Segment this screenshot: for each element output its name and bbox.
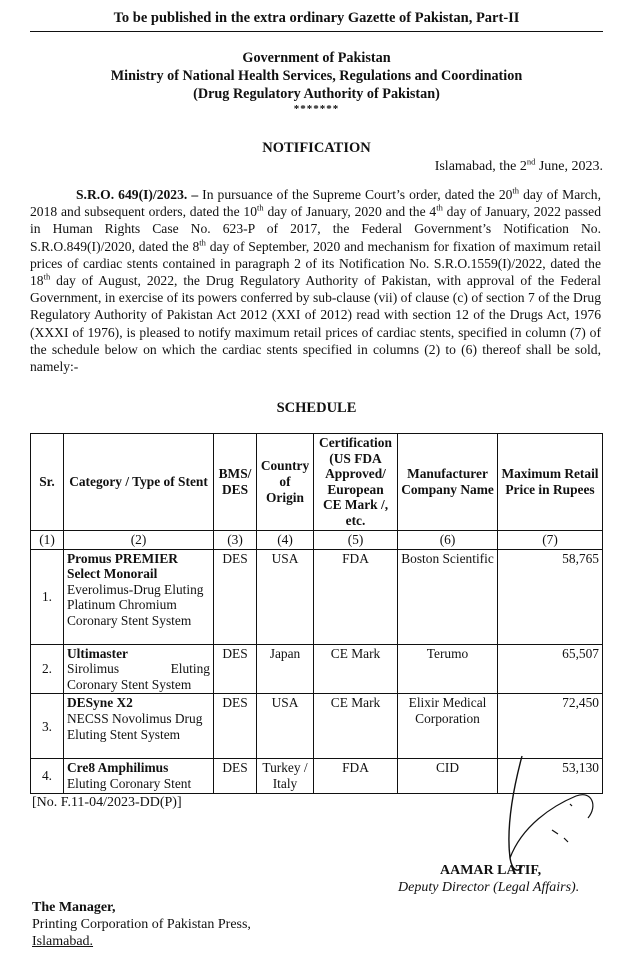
dateline <box>434 156 603 175</box>
row-category <box>64 644 214 694</box>
schedule-title: SCHEDULE <box>276 400 357 416</box>
row-certification: FDA <box>314 759 398 793</box>
stent-description: Everolimus-Drug Eluting Platinum Chromium Coronary Stent System <box>67 581 204 628</box>
body-sup-1: th <box>512 185 520 196</box>
sro-number: S.R.O. 649(I)/2023. – <box>76 187 199 202</box>
header-category: Category / Type of Stent <box>64 434 214 531</box>
row-country: Japan <box>257 644 314 694</box>
schedule-table <box>30 433 603 794</box>
heading-rule <box>30 31 603 32</box>
file-number: [No. F.11-04/2023-DD(P)] <box>32 795 182 810</box>
table-row <box>31 549 603 644</box>
body-part-5: day of September, 2020 and mechanism for fixation of maximum retail prices of cardiac stents contained in paragraph 2 of its Notification No. S.R.O.1559(I)/2022, dated the 18 <box>30 238 601 289</box>
col-number: (5) <box>314 530 398 549</box>
row-price: 58,765 <box>498 549 603 644</box>
header-certification: Certification (US FDA Approved/ European CE Mark /, etc. <box>314 434 398 531</box>
column-number-row <box>31 530 603 549</box>
row-type: DES <box>214 549 257 644</box>
col-number: (4) <box>257 530 314 549</box>
dateline-suffix: June, 2023. <box>535 159 603 174</box>
stent-description-word: Sirolimus <box>67 661 120 677</box>
stent-description: Eluting Coronary Stent <box>67 775 192 791</box>
row-price: 72,450 <box>498 694 603 759</box>
gazette-heading: To be published in the extra ordinary Gazette of Pakistan, Part-II <box>113 10 520 26</box>
row-certification: CE Mark <box>314 644 398 694</box>
row-type: DES <box>214 644 257 694</box>
ministry-line: Ministry of National Health Services, Regulations and Coordination <box>110 68 523 84</box>
stent-description-line <box>67 661 210 677</box>
row-price: 53,130 <box>498 759 603 793</box>
col-number: (7) <box>498 530 603 549</box>
col-number: (3) <box>214 530 257 549</box>
row-sr: 2. <box>31 644 64 694</box>
row-certification: FDA <box>314 549 398 644</box>
row-manufacturer: Elixir Medical Corporation <box>398 694 498 759</box>
body-sup-3: th <box>436 202 443 213</box>
row-manufacturer: Terumo <box>398 644 498 694</box>
notification-title: NOTIFICATION <box>262 140 371 156</box>
col-number: (6) <box>398 530 498 549</box>
body-part-6: day of August, 2022, the Drug Regulatory Authority of Pakistan, with approval of the Federal Government, in exercise of its powers conferred by sub-clause (vii) of clause (c) of section 7 of the Drug Regulatory Authority of Pakistan Act 2012 (XXI of 2012) read with section 12 of the Drugs Act, 1976 (XXXI of 1976), is pleased to notify maximum retail prices of cardiac stents, specified in column (7) of the schedule below on which the cardiac stents specified in columns (2) to (6) thereof shall be sold, namely:- <box>30 273 601 375</box>
body-sup-2: th <box>257 202 264 213</box>
stent-name: Promus PREMIER Select Monorail <box>67 550 178 582</box>
dateline-sup: nd <box>526 156 536 167</box>
signer-name: AAMAR LATIF, <box>440 863 542 878</box>
col-number: (2) <box>64 530 214 549</box>
row-type: DES <box>214 694 257 759</box>
header-sr: Sr. <box>31 434 64 531</box>
body-sup-5: th <box>43 271 51 282</box>
govt-line: Government of Pakistan <box>242 50 391 66</box>
notification-body <box>30 186 601 375</box>
row-country: Turkey / Italy <box>257 759 314 793</box>
recipient-title: The Manager, <box>32 900 116 915</box>
recipient-organization: Printing Corporation of Pakistan Press, <box>32 917 251 932</box>
row-category <box>64 549 214 644</box>
table-header-row <box>31 434 603 531</box>
stent-name: Ultimaster <box>67 645 128 661</box>
row-category <box>64 694 214 759</box>
row-type: DES <box>214 759 257 793</box>
stent-name: Cre8 Amphilimus <box>67 760 169 776</box>
header-price: Maximum Retail Price in Rupees <box>498 434 603 531</box>
body-part-2: day of March, 2018 and subsequent orders, dated the 10 <box>30 187 601 220</box>
authority-line: (Drug Regulatory Authority of Pakistan) <box>193 86 440 102</box>
header-manufacturer: Manufacturer Company Name <box>398 434 498 531</box>
body-part-3: day of January, 2020 and the 4 <box>263 204 437 220</box>
separator-stars: ******* <box>293 103 340 115</box>
row-category <box>64 759 214 793</box>
row-manufacturer: Boston Scientific <box>398 549 498 644</box>
col-number: (1) <box>31 530 64 549</box>
table-row <box>31 644 603 694</box>
stent-description: NECSS Novolimus Drug Eluting Stent System <box>67 710 203 742</box>
stent-name: DESyne X2 <box>67 695 133 711</box>
stent-description-word: Eluting <box>170 661 210 677</box>
header-country: Country of Origin <box>257 434 314 531</box>
row-sr: 4. <box>31 759 64 793</box>
header-bms-des: BMS/ DES <box>214 434 257 531</box>
signer-designation: Deputy Director (Legal Affairs). <box>398 880 580 895</box>
body-part-1: In pursuance of the Supreme Court’s order, dated the 20 <box>198 187 513 202</box>
row-country: USA <box>257 549 314 644</box>
recipient-city: Islamabad. <box>32 934 94 949</box>
body-part-4: day of January, 2022 passed in Human Rights Case No. 623-P of 2017, the Federal Government’s Notification No. S.R.O.849(I)/2020, dated the 8 <box>30 204 602 254</box>
row-price: 65,507 <box>498 644 603 694</box>
dateline-prefix: Islamabad, the 2 <box>434 159 527 174</box>
row-country: USA <box>257 694 314 759</box>
stent-description: Coronary Stent System <box>67 676 192 692</box>
row-certification: CE Mark <box>314 694 398 759</box>
row-manufacturer: CID <box>398 759 498 793</box>
row-sr: 3. <box>31 694 64 759</box>
row-sr: 1. <box>31 549 64 644</box>
body-sup-4: th <box>199 237 206 248</box>
